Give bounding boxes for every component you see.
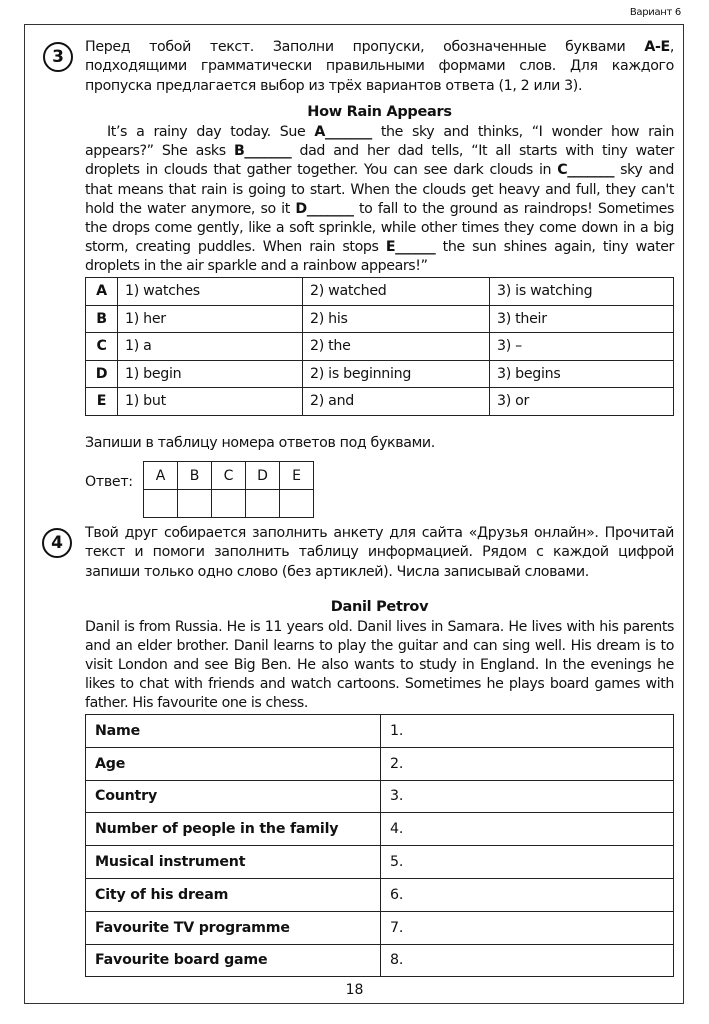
- answer-cell-D[interactable]: [246, 490, 280, 518]
- task3-instruction: [85, 38, 674, 96]
- answer-header-cell: D: [246, 462, 280, 490]
- info-answer-cell[interactable]: 7.: [381, 911, 674, 944]
- text-segment: to fall to the ground as raindrops! Sometimes the drops come gently, like a soft sprinkle, while other times they come down in a big storm, creating puddles. When rain stops: [85, 200, 674, 256]
- instruction-letters: A-E: [644, 39, 670, 55]
- text-title: How Rain Appears: [307, 104, 452, 120]
- option-letter: C: [86, 333, 118, 361]
- info-label: City of his dream: [86, 878, 381, 911]
- info-row: [86, 747, 674, 780]
- gap-B: B_______: [233, 143, 292, 160]
- page-number: 18: [345, 982, 364, 998]
- option-1: 1) her: [118, 305, 303, 333]
- info-row: [86, 944, 674, 977]
- option-3: 3) their: [490, 305, 674, 333]
- instruction-text: , подходящими грамматически правильными формами слов. Для каждого пропуска предлагается выбор из трёх вариантов ответа (1, 2 или 3).: [85, 39, 674, 94]
- info-row: [86, 911, 674, 944]
- text-segment: It’s a rainy day today. Sue: [107, 124, 315, 140]
- gap-C: C_______: [557, 162, 615, 179]
- task-number-badge: 3: [43, 42, 73, 72]
- task4-text: Danil is from Russia. He is 11 years old. Danil lives in Samara. He lives with his parents and an elder brother. Danil learns to play the guitar and can sing well. His dream is to visit London and see Big Ben. He also wants to study in England. In the evenings he likes to chat with friends and watch cartoons. Sometimes he plays board games with father. His favourite one is chess.: [85, 619, 674, 711]
- task4-instruction: Твой друг собирается заполнить анкету для сайта «Друзья онлайн». Прочитай текст и помоги заполнить таблицу информацией. Рядом с каждой цифрой запиши только одно слово (без артиклей). Числа записывай словами.: [85, 525, 674, 580]
- option-3: 3) begins: [490, 360, 674, 388]
- option-2: 2) watched: [303, 278, 490, 306]
- info-label: Musical instrument: [86, 846, 381, 879]
- info-label: Name: [86, 715, 381, 748]
- info-label: Favourite board game: [86, 944, 381, 977]
- info-answer-cell[interactable]: 8.: [381, 944, 674, 977]
- info-answer-cell[interactable]: 5.: [381, 846, 674, 879]
- answer-cell-E[interactable]: [280, 490, 314, 518]
- info-row: [86, 780, 674, 813]
- options-row: [86, 360, 674, 388]
- info-row: [86, 813, 674, 846]
- info-table: [85, 714, 674, 977]
- option-3: 3) or: [490, 388, 674, 416]
- gap-E: E______: [385, 239, 436, 256]
- info-answer-cell[interactable]: 1.: [381, 715, 674, 748]
- options-row: [86, 305, 674, 333]
- option-letter: E: [86, 388, 118, 416]
- text-segment: the sky and thinks, “I wonder how rain appears?” She asks: [85, 124, 674, 160]
- gap-A: A_______: [314, 124, 372, 140]
- options-row: [86, 278, 674, 306]
- options-table: [85, 277, 674, 416]
- options-row: [86, 388, 674, 416]
- answer-instruction: Запиши в таблицу номера ответов под буквами.: [85, 435, 435, 451]
- answer-grid-header: [144, 462, 314, 490]
- variant-label: Вариант 6: [629, 7, 681, 18]
- answer-header-cell: E: [280, 462, 314, 490]
- options-row: [86, 333, 674, 361]
- info-row: [86, 715, 674, 748]
- info-label: Country: [86, 780, 381, 813]
- info-row: [86, 878, 674, 911]
- option-1: 1) watches: [118, 278, 303, 306]
- gap-D: D_______: [295, 200, 354, 217]
- answer-cell-B[interactable]: [178, 490, 212, 518]
- option-letter: A: [86, 278, 118, 306]
- option-1: 1) a: [118, 333, 303, 361]
- text-segment: dad and her dad tells, “It all starts with tiny water droplets in clouds that gather together. You can see dark clouds in: [85, 143, 674, 179]
- instruction-text: Перед тобой текст. Заполни пропуски, обозначенные буквами: [85, 39, 645, 55]
- option-1: 1) begin: [118, 360, 303, 388]
- info-label: Favourite TV programme: [86, 911, 381, 944]
- option-letter: D: [86, 360, 118, 388]
- answer-header-cell: B: [178, 462, 212, 490]
- info-label: Number of people in the family: [86, 813, 381, 846]
- answer-grid: [143, 461, 314, 518]
- option-3: 3) is watching: [490, 278, 674, 306]
- answer-cell-A[interactable]: [144, 490, 178, 518]
- task-number-badge: 4: [42, 528, 72, 558]
- info-answer-cell[interactable]: 3.: [381, 780, 674, 813]
- text-title: Danil Petrov: [330, 599, 429, 615]
- answer-header-cell: A: [144, 462, 178, 490]
- option-2: 2) his: [303, 305, 490, 333]
- text-segment: sky and that means that rain is going to start. When the clouds get heavy and full, they can't hold the water anymore, so it: [85, 162, 674, 217]
- option-letter: B: [86, 305, 118, 333]
- option-3: 3) –: [490, 333, 674, 361]
- option-2: 2) and: [303, 388, 490, 416]
- info-row: [86, 846, 674, 879]
- task3-text: [85, 123, 674, 277]
- answer-header-cell: C: [212, 462, 246, 490]
- text-segment: the sun shines again, tiny water droplets in the air sparkle and a rainbow appears!”: [85, 239, 674, 275]
- option-2: 2) the: [303, 333, 490, 361]
- answer-label: Ответ:: [85, 474, 133, 490]
- info-answer-cell[interactable]: 6.: [381, 878, 674, 911]
- answer-cell-C[interactable]: [212, 490, 246, 518]
- info-label: Age: [86, 747, 381, 780]
- info-answer-cell[interactable]: 4.: [381, 813, 674, 846]
- answer-grid-values: [144, 490, 314, 518]
- info-answer-cell[interactable]: 2.: [381, 747, 674, 780]
- option-1: 1) but: [118, 388, 303, 416]
- option-2: 2) is beginning: [303, 360, 490, 388]
